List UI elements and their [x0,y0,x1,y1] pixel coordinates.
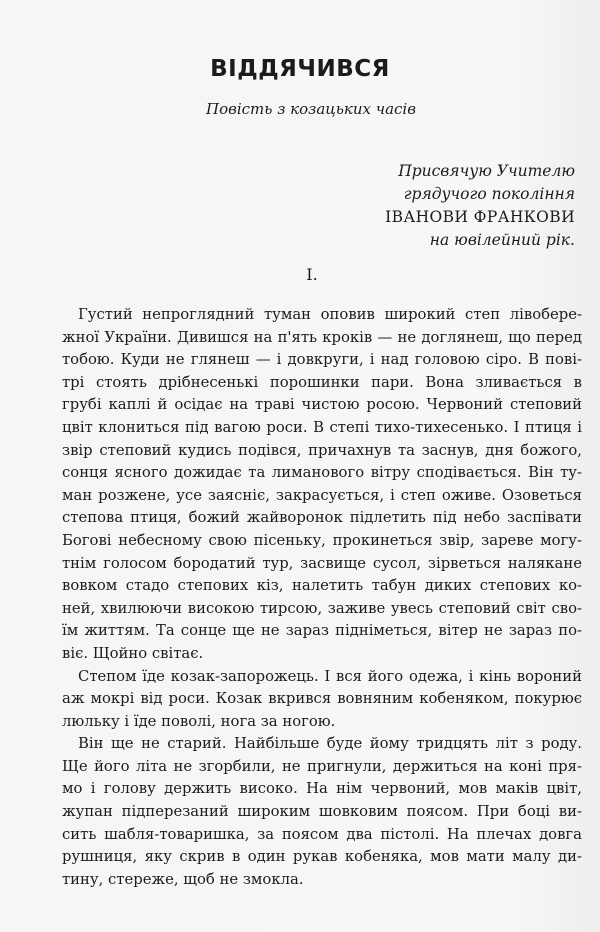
text-line: Ще його літа не згорбили, не пригнули, держиться на коні пря- [62,757,582,775]
dedication-name: ІВАНОВИ ФРАНКОВИ [385,208,575,226]
paragraph [62,666,582,734]
dedication-line: грядучого покоління [403,185,575,203]
subtitle: Повість з козацьких часів [206,100,416,118]
text-line: аж мокрі від роси. Козак вкрився вовняним кобеняком, покурює [62,690,582,708]
text-line: Він ще не старий. Найбільше буде йому тридцять літ з роду. [78,735,582,753]
text-line: люльку і їде поволі, нога за ногою. [62,712,336,730]
text-line: тнім голосом бородатий тур, засвище сусол, зірветься налякане [62,554,582,572]
page-title: ВІДДЯЧИВСЯ [210,56,390,82]
text-line: Богові небесному свою пісеньку, прокинеться звір, зареве могу- [62,531,582,549]
text-line: тобою. Куди не глянеш — і довкруги, і над головою сіро. В пові- [62,351,582,369]
text-line: ман розжене, усе заясніє, закрасується, і степ оживе. Озоветься [62,486,582,504]
paragraph [62,733,582,891]
body-text [62,304,582,891]
text-line: Степом їде козак-запорожець. І вся його одежа, і кінь вороний [78,667,582,685]
text-line: ней, хвилюючи високою тирсою, заживе увесь степовий світ сво- [62,599,582,617]
text-line: цвіт клониться під вагою роси. В степі тихо-тихесенько. І птиця і [62,418,582,436]
text-line: грубі каплі й осідає на траві чистою росою. Червоний степовий [62,396,582,414]
dedication-line: на ювілейний рік. [429,231,575,249]
text-line: мо і голову держить високо. На нім червоний, мов маків цвіт, [62,780,582,798]
dedication [255,160,575,252]
text-line: сить шабля-товаришка, за поясом два пістолі. На плечах довга [62,825,582,843]
text-line: Густий непроглядний туман оповив широкий степ лівобере- [78,306,582,323]
text-line: звір степовий кудись подівся, причахнув та заснув, дня божого, [62,441,582,459]
text-line: сонця ясного дожидає та лиманового вітру сподівається. Він ту- [62,464,582,482]
text-line: степова птиця, божий жайворонок підлетить під небо заспівати [62,509,582,527]
text-line: їм життям. Та сонце ще не зараз підніметься, вітер не зараз по- [62,622,582,640]
text-line: тину, стереже, щоб не змокла. [62,870,304,888]
text-line: трі стоять дрібнесенькі порошинки пари. Вона зливається в [62,373,582,391]
text-line: рушниця, яку скрив в один рукав кобеняка, мов мати малу ди- [62,848,582,866]
chapter-number: I. [306,265,318,284]
text-line: віє. Щойно світає. [62,644,204,662]
dedication-line: Присвячую Учителю [398,162,575,180]
text-line: жупан підперезаний широким шовковим поясом. При боці ви- [62,803,582,821]
text-line: жної України. Дивишся на п'ять кроків — не доглянеш, що перед [62,328,582,346]
text-line: вовком стадо степових кіз, налетить табун диких степових ко- [62,577,582,595]
paragraph [62,304,582,666]
